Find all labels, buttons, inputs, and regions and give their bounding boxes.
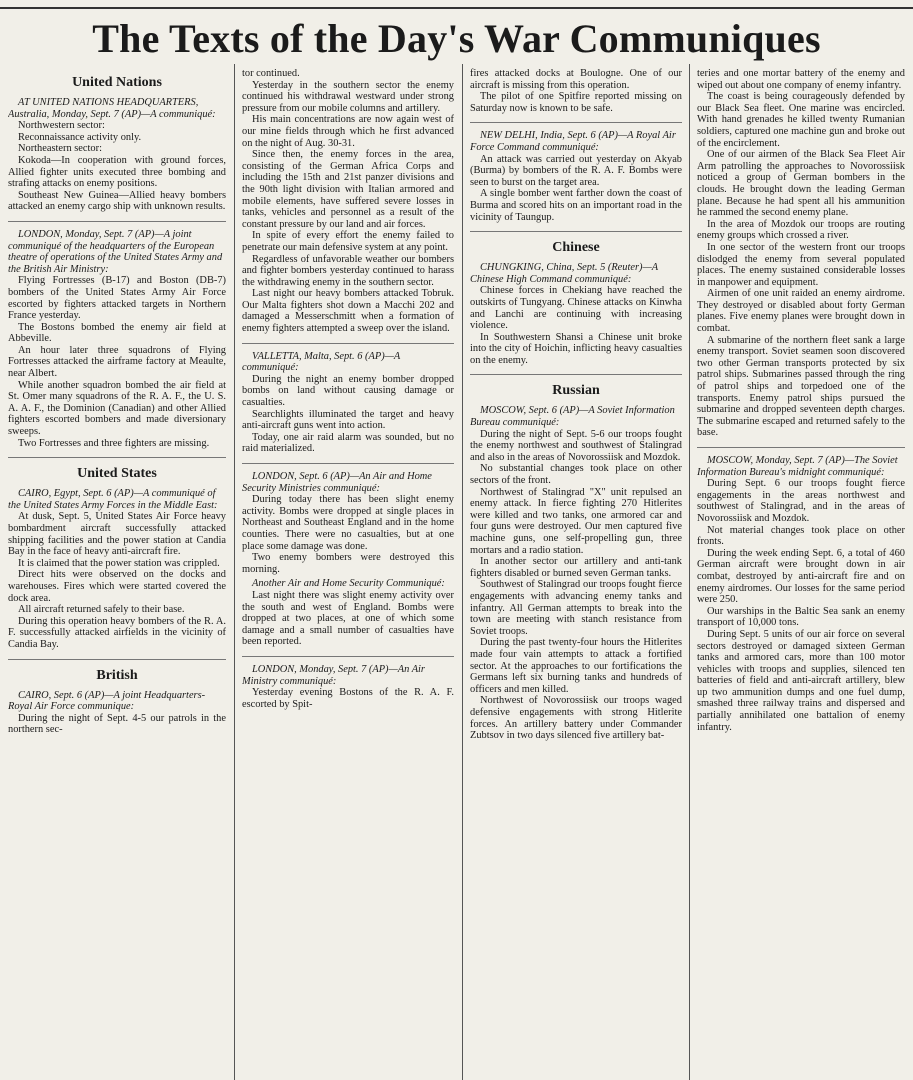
paragraph: Airmen of one unit raided an enemy airdrome. They destroyed or disabled about forty German planes. Five enemy planes were brought down in combat. (697, 288, 905, 335)
paragraph: His main concentrations are now again west of our mine fields through which he first advanced on the night of Aug. 30-31. (242, 114, 454, 149)
paragraph: During today there has been slight enemy activity. Bombs were dropped at single places in Northeast and Southeast England and in the home counties. There were no casualties, but at one place some damage was done. (242, 494, 454, 552)
section-heading: Chinese (552, 240, 600, 256)
paragraph: In another sector our artillery and anti-tank fighters disabled or burned seven German tanks. (470, 556, 682, 579)
paragraph: Last night our heavy bombers attacked Tobruk. Our Malta fighters shot down a Macchi 202 and damaged a Messerschmitt when a formation of enemy fighters attempted a sweep over the island. (242, 288, 454, 335)
dateline: Another Air and Home Security Communiqué: (252, 578, 445, 590)
section-divider (242, 656, 454, 657)
paragraph: Direct hits were observed on the docks and warehouses. Fires which were started covered the dock area. (8, 569, 226, 604)
section-divider (242, 463, 454, 464)
paragraph: During the past twenty-four hours the Hitlerites made four vain attempts to attack a fortified sector. At the approaches to our fortifications the Germans left six burning tanks and hundreds of officers and men killed. (470, 637, 682, 695)
section-divider (470, 122, 682, 123)
column-rule (234, 64, 235, 1080)
paragraph: Today, one air raid alarm was sounded, but no raid materialized. (242, 431, 454, 455)
paragraph: During the week ending Sept. 6, a total of 460 German aircraft were brought down in air combat, destroyed by anti-aircraft fire and on enemy airdromes. Our losses for the same period were 250. (697, 547, 905, 606)
paragraph: A submarine of the northern fleet sank a large enemy transport. Soviet seamen soon discovered two other German transports protected by six patrol ships. Submarines passed through the ring of patrol ships and torpedoed one of the transports. Enemy patrol ships pursued the submarine and dropped seventeen depth charges. The submarine escaped and returned safely to the base. (697, 334, 905, 439)
paragraph: Two enemy bombers were destroyed this morning. (242, 552, 454, 575)
paragraph: Since then, the enemy forces in the area, consisting of the German Africa Corps and including the 15th and 21st panzer divisions and the 90th light division with Italian armored and mobile elements, have suffered severe losses in tanks, vehicles and personnel as a result of the constant pressure by our land and air forces. (242, 149, 454, 230)
paragraph: Northeastern sector: (18, 143, 102, 155)
dateline: MOSCOW, Sept. 6 (AP)—A Soviet Information Bureau communiqué: (470, 405, 675, 429)
paragraph: Southwest of Stalingrad our troops fought fierce engagements with advancing enemy tanks and infantry. All German attempts to break into the town are meeting with stanch resistance from Soviet troops. (470, 579, 682, 637)
paragraph: Last night there was slight enemy activity over the south and west of England. Bombs were dropped at two places, at one of which some damage and a small number of casualties have been reported. (242, 589, 454, 648)
paragraph: Regardless of unfavorable weather our bombers and fighter bombers yesterday continued to harass the withdrawing enemy in the southern sector. (242, 253, 454, 288)
paragraph: In one sector of the western front our troops dislodged the enemy from several populated places. The enemy sustained considerable losses in manpower and equipment. (697, 241, 905, 288)
paragraph: No substantial changes took place on other sectors of the front. (470, 463, 682, 487)
paragraph: During this operation heavy bombers of the R. A. F. successfully attacked airfields in the vicinity of Candia Bay. (8, 615, 226, 650)
dateline: CHUNGKING, China, Sept. 5 (Reuter)—A Chinese High Command communiqué: (470, 262, 658, 285)
dateline: NEW DELHI, India, Sept. 6 (AP)—A Royal Air Force Command communiqué: (470, 130, 676, 153)
section-heading: Russian (552, 383, 600, 399)
paragraph: Searchlights illuminated the target and heavy anti-aircraft guns went into action. (242, 408, 454, 432)
dateline: VALLETTA, Malta, Sept. 6 (AP)—A communiqué: (242, 350, 401, 374)
paragraph: Chinese forces in Chekiang have reached the outskirts of Tungyang. Chinese attacks on Kinwha and Lanchi are continuing with increasing violence. (470, 285, 682, 332)
paragraph-continued: tor continued. (242, 68, 300, 79)
column-1 (8, 68, 226, 1078)
paragraph: In the area of Mozdok our troops are routing enemy groups which crossed a river. (697, 218, 905, 242)
paragraph: Yesterday in the southern sector the enemy continued his withdrawal westward under strong pressure from our mobile columns and artillery. (242, 79, 454, 114)
section-divider (8, 457, 226, 458)
paragraph-continued: teries and one mortar battery of the enemy and wiped out about one company of enemy infantry. (697, 68, 905, 91)
paragraph: Flying Fortresses (B-17) and Boston (DB-7) bombers of the United States Army Air Force escorted by fighters attacked targets in Northern France yesterday. (8, 275, 226, 322)
paragraph: While another squadron bombed the air field at St. Omer many squadrons of the R. A. F., the U. S. A. A. F., the Dominion (Canadian) and other Allied fighters escorted bombers and made diversionary sweeps. (8, 379, 226, 438)
section-divider (470, 231, 682, 232)
paragraph: Yesterday evening Bostons of the R. A. F. escorted by Spit- (242, 687, 454, 710)
paragraph: Northwest of Stalingrad "X" unit repulsed an enemy attack. In fierce fighting 270 Hitlerites were killed and two tanks, one armored car and four guns were destroyed. Our men captured five machine guns, one self-propelling gun, three mortars and a radio station. (470, 486, 682, 556)
column-3 (470, 68, 682, 1078)
section-heading: United States (77, 466, 157, 482)
paragraph: An attack was carried out yesterday on Akyab (Burma) by bombers of the R. A. F. Bombs were seen to burst on the target area. (470, 153, 682, 188)
column-4 (697, 68, 905, 1078)
paragraph: Northwestern sector: (18, 120, 105, 132)
paragraph: It is claimed that the power station was crippled. (18, 557, 220, 569)
paragraph: Our warships in the Baltic Sea sank an enemy transport of 10,000 tons. (697, 605, 905, 629)
section-divider (8, 221, 226, 222)
section-heading: United Nations (72, 75, 162, 90)
paragraph: During the night of Sept. 4-5 our patrols in the northern sec- (8, 712, 226, 736)
dateline: LONDON, Monday, Sept. 7 (AP)—A joint communiqué of the headquarters of the European theatre of operations of the United States Army and the British Air Ministry: (8, 228, 223, 275)
paragraph-continued: fires attacked docks at Boulogne. One of our aircraft is missing from this operation. (470, 68, 682, 91)
paragraph: Southeast New Guinea—Allied heavy bombers attacked an enemy cargo ship with unknown results. (8, 189, 226, 213)
column-rule (462, 64, 463, 1080)
paragraph: Reconnaissance activity only. (18, 131, 142, 143)
paragraph: The coast is being courageously defended by our Black Sea fleet. One marine was encircled. With hand grenades he killed twenty Rumanian soldiers, captured one machine gun and broke out of the encirclement. (697, 91, 905, 149)
column-2 (242, 68, 454, 1078)
section-divider (697, 447, 905, 448)
paragraph: The pilot of one Spitfire reported missing on Saturday now is known to be safe. (470, 91, 682, 114)
dateline: MOSCOW, Monday, Sept. 7 (AP)—The Soviet Information Bureau's midnight communiqué: (697, 455, 898, 478)
dateline: LONDON, Sept. 6 (AP)—An Air and Home Security Ministries communiqué: (242, 471, 432, 494)
page-title: The Texts of the Day's War Communiques (92, 16, 821, 61)
column-rule (689, 64, 690, 1080)
paragraph: Northwest of Novorossiisk our troops waged defensive engagements with strong Hitlerite forces. An artillery battery under Commander Zubtsov in two days silenced five artillery bat- (470, 695, 682, 742)
paragraph: Kokoda—In cooperation with ground forces, Allied fighter units executed three bombing and strafing attacks on enemy positions. (8, 154, 226, 190)
paragraph: During Sept. 5 units of our air force on several sectors destroyed or damaged sixteen German tanks and armored cars, more than 100 motor vehicles with troops and supplies, silenced ten batteries of field and anti-aircraft artillery, blew up two ammunition dumps and one fuel dump, smashed three railway trains and dispersed and partially annihilated one battalion of enemy infantry. (697, 628, 905, 733)
paragraph: In Southwestern Shansi a Chinese unit broke into the city of Hoichin, inflicting heavy casualties on the enemy. (470, 331, 682, 366)
dateline: LONDON, Monday, Sept. 7 (AP)—An Air Ministry communiqué: (242, 663, 425, 687)
section-divider (470, 374, 682, 375)
dateline: AT UNITED NATIONS HEADQUARTERS, Australia, Monday, Sept. 7 (AP)—A communiqué: (8, 97, 216, 120)
paragraph: A single bomber went farther down the coast of Burma and scored hits on an important road in the vicinity of Taungup. (470, 188, 682, 223)
paragraph: During the night an enemy bomber dropped bombs on land without causing damage or casualties. (242, 373, 454, 409)
paragraph: The Bostons bombed the enemy air field at Abbeville. (8, 321, 226, 345)
section-divider (242, 343, 454, 344)
paragraph: Two Fortresses and three fighters are missing. (18, 437, 210, 449)
paragraph: At dusk, Sept. 5, United States Air Force heavy bombardment aircraft successfully attacked shipping facilities and the power station at Candia Bay in the face of heavy anti-aircraft fire. (8, 511, 226, 558)
dateline: CAIRO, Sept. 6 (AP)—A joint Headquarters-Royal Air Force communique: (8, 689, 206, 713)
paragraph: One of our airmen of the Black Sea Fleet Air Arm patrolling the approaches to Novorossiisk noticed a group of German bombers in the clouds. He brought down the leading German plane. Because he had spent all his ammunition he rammed the second enemy plane. (697, 149, 905, 219)
paragraph: During the night of Sept. 5-6 our troops fought the enemy northwest and southwest of Stalingrad and also in the areas of Novorossiisk and Mozdok. (470, 428, 682, 463)
section-divider (8, 659, 226, 660)
dateline: CAIRO, Egypt, Sept. 6 (AP)—A communiqué of the United States Army Forces in the Middle East: (8, 488, 218, 511)
paragraph: An hour later three squadrons of Flying Fortresses attacked the airframe factory at Meaulte, near Albert. (8, 344, 226, 380)
paragraph: All aircraft returned safely to their base. (18, 604, 185, 616)
paragraph: Not material changes took place on other fronts. (697, 524, 905, 548)
section-heading: British (96, 667, 138, 683)
paragraph: During Sept. 6 our troops fought fierce engagements in the areas northwest and southwest of Stalingrad, and in the areas of Novorossiisk and Mozdok. (697, 478, 905, 524)
paragraph: In spite of every effort the enemy failed to penetrate our main defensive system at any point. (242, 230, 454, 253)
